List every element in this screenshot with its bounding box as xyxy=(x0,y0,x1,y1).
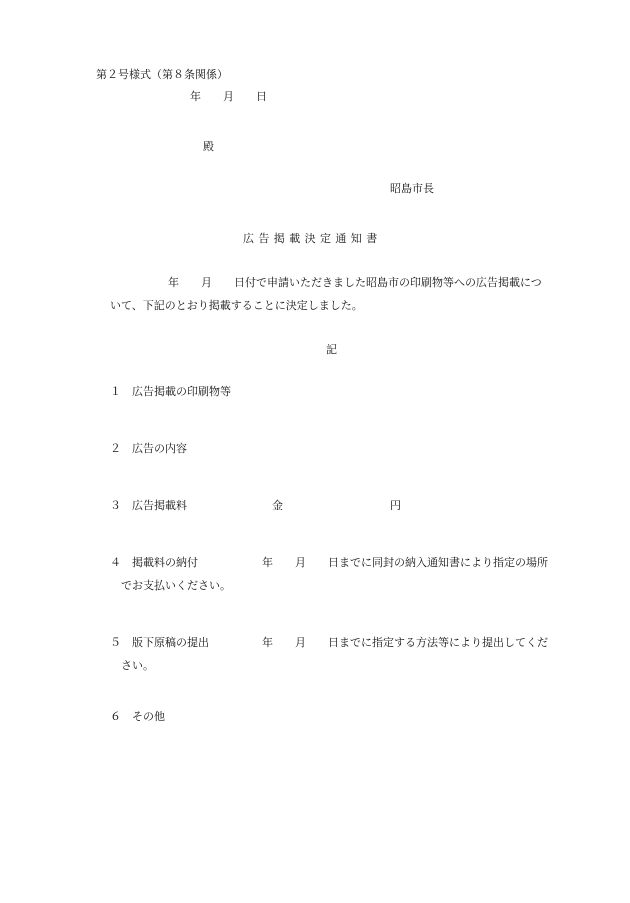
item-number: ２ xyxy=(110,442,121,455)
fee-suffix: 円 xyxy=(390,499,401,512)
item-detail-continued: さい。 xyxy=(121,659,154,672)
item-number: ４ xyxy=(110,556,121,569)
body-line-2: いて、下記のとおり掲載することに決定しました。 xyxy=(110,299,363,312)
date-line: 年 月 日 xyxy=(190,90,267,103)
item-label: その他 xyxy=(132,710,165,723)
item-label: 広告掲載の印刷物等 xyxy=(132,385,231,398)
item-detail: 年 月 日までに同封の納入通知書により指定の場所 xyxy=(262,556,548,569)
item-number: １ xyxy=(110,385,121,398)
item-number: ３ xyxy=(110,499,121,512)
addressee-suffix: 殿 xyxy=(203,140,214,153)
item-number: ６ xyxy=(110,710,121,723)
item-detail: 年 月 日までに指定する方法等により提出してくだ xyxy=(262,636,548,649)
item-label: 広告掲載料 xyxy=(132,499,187,512)
item-label: 版下原稿の提出 xyxy=(132,636,209,649)
item-number: ５ xyxy=(110,636,121,649)
item-detail-continued: でお支払いください。 xyxy=(121,579,231,592)
ki-heading: 記 xyxy=(326,343,337,356)
document-title: 広告掲載決定通知書 xyxy=(243,232,382,245)
form-number: 第２号様式（第８条関係） xyxy=(96,68,228,81)
fee-prefix: 金 xyxy=(272,499,283,512)
issuer-name: 昭島市長 xyxy=(390,182,434,195)
item-label: 掲載料の納付 xyxy=(132,556,198,569)
body-line-1: 年 月 日付で申請いただきました昭島市の印刷物等への広告掲載につ xyxy=(168,276,542,289)
item-label: 広告の内容 xyxy=(132,442,187,455)
